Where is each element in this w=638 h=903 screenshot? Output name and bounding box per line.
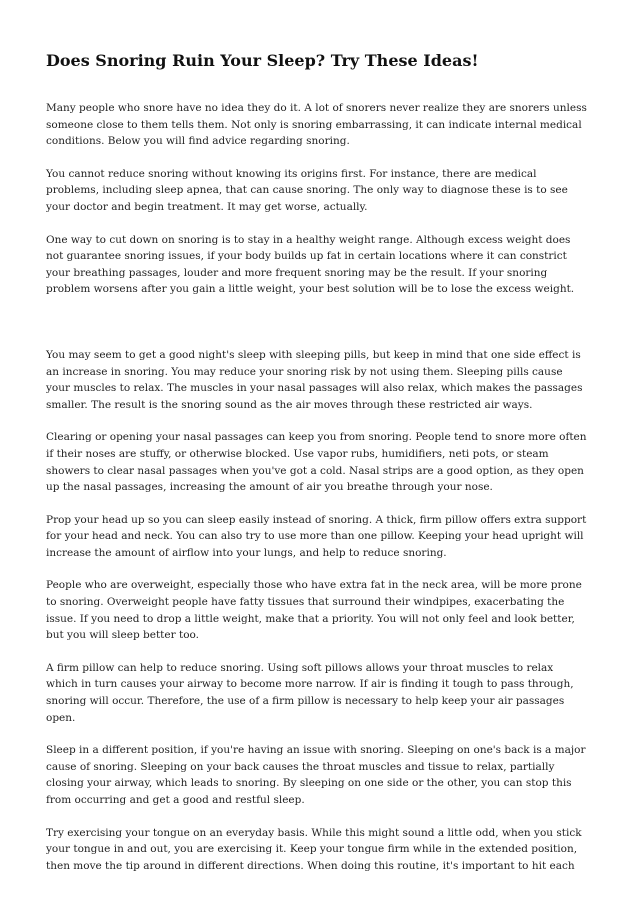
- paragraph-line: from occurring and get a good and restful sleep.: [46, 794, 305, 806]
- paragraph-3: [46, 232, 594, 298]
- paragraph-line: not guarantee snoring issues, if your body builds up fat in certain locations where it can constrict: [46, 250, 567, 263]
- paragraph-line: showers to clear nasal passages when you've got a cold. Nasal strips are a good option, as they open: [46, 464, 584, 477]
- paragraph-line: to snoring. Overweight people have fatty tissues that surround their windpipes, exacerbating the: [46, 596, 565, 609]
- paragraph-5: [46, 429, 594, 495]
- paragraph-line: open.: [46, 711, 76, 724]
- paragraph-line: Try exercising your tongue on an everyday basis. While this might sound a little odd, when you stick: [46, 826, 582, 839]
- paragraph-line: problem worsens after you gain a little weight, your best solution will be to lose the excess weight.: [46, 283, 575, 296]
- paragraph-6: [46, 512, 594, 562]
- paragraph-line: Prop your head up so you can sleep easily instead of snoring. A thick, firm pillow offers extra support: [46, 513, 587, 526]
- paragraph-line: but you will sleep better too.: [46, 629, 199, 642]
- document-title: Does Snoring Ruin Your Sleep? Try These Ideas!: [46, 51, 479, 70]
- paragraph-line: problems, including sleep apnea, that can cause snoring. The only way to diagnose these is to see: [46, 184, 568, 197]
- paragraph-line: You may seem to get a good night's sleep with sleeping pills, but keep in mind that one side effect is: [46, 348, 581, 361]
- paragraph-line: You cannot reduce snoring without knowing its origins first. For instance, there are medical: [46, 167, 537, 180]
- paragraph-line: up the nasal passages, increasing the amount of air you breathe through your nose.: [46, 481, 493, 494]
- paragraph-line: smaller. The result is the snoring sound as the air moves through these restricted air ways.: [46, 398, 533, 411]
- paragraph-line: your muscles to relax. The muscles in your nasal passages will also relax, which makes the passages: [46, 382, 583, 395]
- paragraph-line: People who are overweight, especially those who have extra fat in the neck area, will be more prone: [46, 579, 582, 592]
- paragraph-line: your doctor and begin treatment. It may get worse, actually.: [46, 200, 368, 213]
- paragraph-line: A firm pillow can help to reduce snoring. Using soft pillows allows your throat muscles to relax: [46, 661, 554, 674]
- paragraph-line: if their noses are stuffy, or otherwise blocked. Use vapor rubs, humidifiers, neti pots, or steam: [46, 447, 549, 460]
- paragraph-line: Many people who snore have no idea they do it. A lot of snorers never realize they are snorers unless: [46, 102, 587, 114]
- paragraph-line: closing your airway, which leads to snoring. By sleeping on one side or the other, you can stop this: [46, 777, 572, 790]
- paragraph-10: [46, 825, 594, 875]
- paragraph-line: Sleep in a different position, if you're having an issue with snoring. Sleeping on one's back is a major: [46, 744, 586, 757]
- paragraph-line: which in turn causes your airway to become more narrow. If air is finding it tough to pass through,: [46, 678, 574, 691]
- paragraph-line: your breathing passages, louder and more frequent snoring may be the result. If your snoring: [46, 266, 548, 279]
- paragraph-line: for your head and neck. You can also try to use more than one pillow. Keeping your head upright will: [46, 530, 584, 543]
- paragraph-1: [46, 100, 594, 150]
- paragraph-line: conditions. Below you will find advice regarding snoring.: [46, 135, 350, 148]
- paragraph-line: One way to cut down on snoring is to stay in a healthy weight range. Although excess weight does: [46, 233, 571, 246]
- paragraph-8: [46, 660, 594, 726]
- paragraph-line: issue. If you need to drop a little weight, make that a priority. You will not only feel and look better,: [46, 612, 575, 625]
- paragraph-line: snoring will occur. Therefore, the use of a firm pillow is necessary to help keep your air passages: [46, 695, 565, 708]
- paragraph-line: your tongue in and out, you are exercising it. Keep your tongue firm while in the extended position,: [46, 843, 578, 856]
- paragraph-4: [46, 347, 594, 413]
- paragraph-2: [46, 166, 594, 216]
- paragraph-line: someone close to them tells them. Not only is snoring embarrassing, it can indicate internal medical: [46, 118, 582, 131]
- paragraph-line: then move the tip around in different directions. When doing this routine, it's important to hit each: [46, 859, 575, 872]
- document-body: [46, 100, 594, 890]
- paragraph-line: an increase in snoring. You may reduce your snoring risk by not using them. Sleeping pills cause: [46, 365, 563, 378]
- paragraph-line: Clearing or opening your nasal passages can keep you from snoring. People tend to snore more often: [46, 431, 587, 444]
- paragraph-7: [46, 577, 594, 643]
- paragraph-line: increase the amount of airflow into your lungs, and help to reduce snoring.: [46, 546, 447, 559]
- paragraph-line: cause of snoring. Sleeping on your back causes the throat muscles and tissue to relax, partially: [46, 760, 555, 773]
- paragraph-9: [46, 742, 594, 808]
